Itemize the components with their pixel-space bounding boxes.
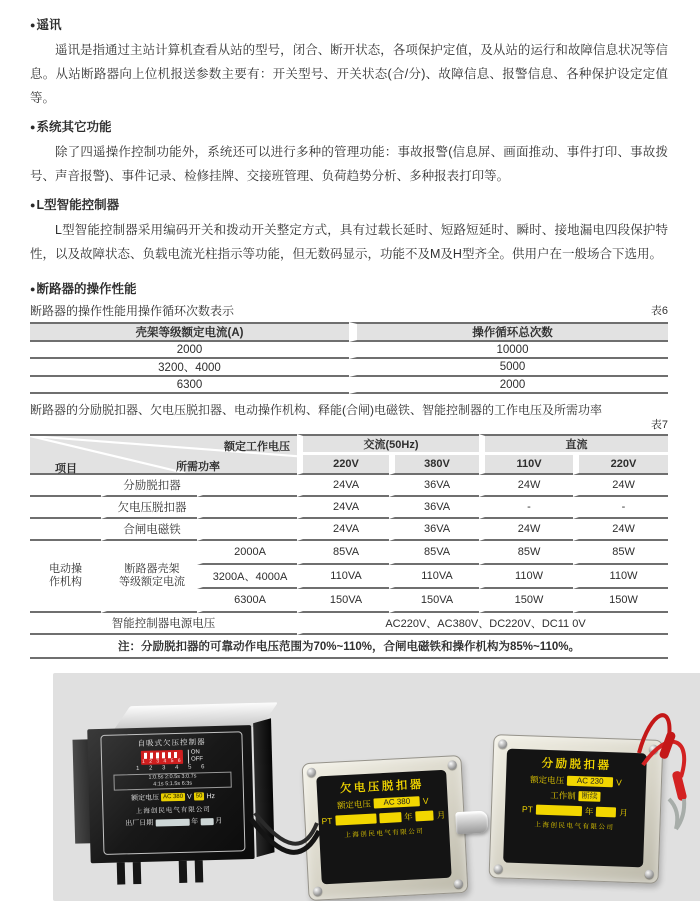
rated-voltage-label: 额定电压 bbox=[529, 774, 565, 786]
t6-cell: 6300 bbox=[30, 377, 349, 394]
table7-label: 表7 bbox=[650, 419, 668, 431]
corner-label-voltage: 额定工作电压 bbox=[224, 441, 290, 453]
section-heading-ltype bbox=[30, 196, 668, 214]
duty-label: 工作制 bbox=[550, 790, 576, 801]
t6-header-cell: 操作循环总次数 bbox=[349, 322, 668, 342]
blank-field bbox=[155, 818, 189, 826]
t6-cell: 2000 bbox=[30, 342, 349, 359]
device-label bbox=[316, 770, 451, 885]
device-label bbox=[100, 731, 245, 855]
company-name: 上海创民电气有限公司 bbox=[135, 806, 211, 816]
section-title: 断路器的操作性能 bbox=[36, 282, 137, 296]
t7-value-cell: 24W bbox=[573, 475, 668, 497]
t7-rating-cell: 3200A、4000A bbox=[197, 565, 297, 589]
screw-icon bbox=[649, 745, 658, 754]
t6-header-cell: 壳架等级额定电流(A) bbox=[30, 322, 349, 342]
t7-controller-label: 智能控制器电源电压 bbox=[30, 613, 297, 635]
motor-frame-line: 等级额定电流 bbox=[119, 576, 185, 588]
volt-unit: V bbox=[186, 793, 192, 801]
blank-field bbox=[335, 813, 377, 825]
on-off-legend bbox=[188, 749, 203, 763]
t7-rating-cell: 2000A bbox=[197, 541, 297, 565]
motor-item-line: 电动操 bbox=[49, 563, 82, 575]
volt-unit: V bbox=[615, 777, 622, 788]
company-name: 上海创民电气有限公司 bbox=[344, 827, 425, 840]
blank-field bbox=[415, 810, 434, 821]
device-title: 欠电压脱扣器 bbox=[339, 778, 425, 796]
settings-line: 1:0.5s 2:0.5s 3:0.7s bbox=[148, 773, 197, 781]
rated-voltage-label: 额定电压 bbox=[336, 798, 372, 811]
t7-value-cell: - bbox=[573, 497, 668, 519]
section-paragraph: L型智能控制器采用编码开关和拨动开关整定方式，具有过载长延时、短路短延时、瞬时、接地漏电四段保护特性，以及故障状态、负载电流光柱指示等功能，但无数码显示，功能不及M及H型齐全。供用户在一般场合下选用。 bbox=[30, 223, 668, 261]
t7-value-cell: 24VA bbox=[297, 519, 389, 541]
plunger-icon bbox=[455, 811, 488, 835]
undervoltage-release-device bbox=[301, 755, 468, 901]
section-heading-operation bbox=[30, 280, 668, 298]
screw-icon bbox=[307, 768, 316, 777]
bullet-icon: ● bbox=[30, 122, 36, 132]
t7-spacer-cell bbox=[30, 475, 101, 497]
table-row bbox=[30, 519, 668, 541]
t7-value-cell: - bbox=[479, 497, 573, 519]
month-label: 月 bbox=[215, 817, 223, 826]
t7-voltage-header: 110V bbox=[479, 455, 573, 475]
t7-spacer-cell bbox=[30, 497, 101, 519]
table-row bbox=[30, 541, 668, 565]
frequency-value: 50 bbox=[194, 792, 205, 800]
position-numbers: 1 2 3 4 5 6 bbox=[136, 764, 209, 773]
t7-value-cell: 85W bbox=[573, 541, 668, 565]
pt-label: PT bbox=[321, 815, 333, 827]
t6-cell: 10000 bbox=[349, 342, 668, 359]
bullet-icon: ● bbox=[30, 20, 36, 30]
year-label: 年 bbox=[584, 806, 594, 817]
t7-row-label: 合闸电磁铁 bbox=[101, 519, 197, 541]
table-row bbox=[30, 359, 668, 377]
t7-spacer-cell bbox=[197, 497, 297, 519]
t7-spacer-cell bbox=[30, 519, 101, 541]
rated-voltage-value: AC 380 bbox=[374, 796, 420, 808]
dip-numbers: 1 2 3 4 5 6 bbox=[141, 757, 183, 765]
table7-caption: 断路器的分励脱扣器、欠电压脱扣器、电动操作机构、释能(合闸)电磁铁、智能控制器的工作电压及所需功率 bbox=[30, 403, 602, 417]
t7-group-header-ac: 交流(50Hz) bbox=[297, 434, 479, 455]
t7-value-cell: 36VA bbox=[389, 475, 479, 497]
t7-diagonal-header-cell bbox=[30, 434, 297, 475]
table-row bbox=[30, 434, 668, 455]
t7-value-cell: 110VA bbox=[297, 565, 389, 589]
pt-label: PT bbox=[521, 804, 534, 815]
table-row bbox=[30, 342, 668, 359]
t7-motor-frame-cell bbox=[101, 541, 197, 613]
table-row bbox=[30, 377, 668, 394]
screw-icon bbox=[645, 869, 654, 878]
section-paragraph: 遥讯是指通过主站计算机查看从站的型号，闭合、断开状态，各项保护定值，及从站的运行和故障信息状况等信息。从站断路器向上位机报送参数主要有：开关型号、开关状态(合/分)、故障信息、报警信息、各种保护设定定值等。 bbox=[30, 43, 668, 105]
screw-icon bbox=[448, 760, 457, 769]
pt-date-row bbox=[321, 809, 445, 827]
t7-value-cell: 85W bbox=[479, 541, 573, 565]
t7-value-cell: 24W bbox=[479, 475, 573, 497]
table6-label: 表6 bbox=[650, 305, 668, 317]
table-row bbox=[30, 497, 668, 519]
pt-date-row bbox=[508, 803, 642, 820]
freq-unit: Hz bbox=[206, 792, 216, 800]
section-title: 遥讯 bbox=[36, 18, 62, 32]
on-label: ON bbox=[190, 749, 200, 756]
t7-value-cell: 36VA bbox=[389, 497, 479, 519]
section-heading-telemetry bbox=[30, 16, 668, 34]
t7-value-cell: 24VA bbox=[297, 497, 389, 519]
section-heading-system bbox=[30, 118, 668, 136]
date-label: 出厂日期 bbox=[125, 819, 154, 828]
factory-date-row bbox=[107, 815, 241, 829]
motor-item-line: 作机构 bbox=[49, 576, 82, 588]
t7-voltage-header: 220V bbox=[573, 455, 668, 475]
t7-value-cell: 150W bbox=[479, 589, 573, 613]
screw-icon bbox=[494, 864, 503, 873]
device-label bbox=[503, 749, 647, 868]
pin-icon bbox=[195, 860, 204, 882]
t7-spacer-cell bbox=[197, 519, 297, 541]
table6-caption: 断路器的操作性能用操作循环次数表示 bbox=[30, 304, 235, 318]
t7-value-cell: 150VA bbox=[389, 589, 479, 613]
t7-motor-item-cell bbox=[30, 541, 101, 613]
shunt-release-device bbox=[489, 734, 664, 884]
table-row bbox=[30, 635, 668, 659]
t7-value-cell: 85VA bbox=[389, 541, 479, 565]
t7-value-cell: 24VA bbox=[297, 475, 389, 497]
section-paragraph: 除了四遥操作控制功能外，系统还可以进行多种的管理功能：事故报警(信息屏、画面推动、事件打印、事故拨号、声音报警)、事件记录、检修挂牌、交接班管理、负荷趋势分析、多种报表打印等。 bbox=[30, 145, 668, 183]
section-title: 系统其它功能 bbox=[36, 120, 112, 134]
t7-row-label: 分励脱扣器 bbox=[101, 475, 197, 497]
screw-icon bbox=[498, 739, 507, 748]
t6-cell: 2000 bbox=[349, 377, 668, 394]
table6-caption-row bbox=[30, 302, 668, 320]
table-row bbox=[30, 475, 668, 497]
operation-cycles-table bbox=[30, 322, 668, 394]
t7-value-cell: 110W bbox=[479, 565, 573, 589]
dip-switch-icon bbox=[141, 750, 183, 765]
t7-value-cell: 110W bbox=[573, 565, 668, 589]
off-label: OFF bbox=[190, 756, 204, 763]
device-title: 自吸式欠压控制器 bbox=[137, 737, 206, 749]
corner-label-power: 所需功率 bbox=[176, 461, 220, 473]
fork-terminal-icon bbox=[669, 799, 684, 829]
t6-cell: 5000 bbox=[349, 359, 668, 377]
year-label: 年 bbox=[403, 811, 413, 822]
screw-icon bbox=[454, 879, 463, 888]
pin-icon bbox=[179, 861, 188, 883]
year-label: 年 bbox=[191, 818, 199, 826]
blank-field bbox=[200, 818, 213, 825]
bullet-icon: ● bbox=[30, 284, 36, 294]
t7-value-cell: 24W bbox=[573, 519, 668, 541]
device-title: 分励脱扣器 bbox=[541, 757, 612, 773]
blank-field bbox=[536, 805, 582, 817]
pin-icon bbox=[117, 862, 126, 884]
alligator-clip-icon bbox=[671, 770, 687, 801]
t7-rating-cell: 6300A bbox=[197, 589, 297, 613]
t7-value-cell: 150VA bbox=[297, 589, 389, 613]
company-name: 上海创民电气有限公司 bbox=[534, 821, 615, 832]
table-row bbox=[30, 322, 668, 342]
screw-icon bbox=[313, 886, 322, 895]
t7-voltage-header: 220V bbox=[297, 455, 389, 475]
t7-row-label: 欠电压脱扣器 bbox=[101, 497, 197, 519]
month-label: 月 bbox=[436, 809, 446, 821]
rated-voltage-value: AC 380 bbox=[161, 793, 185, 802]
rated-voltage-row bbox=[509, 773, 643, 790]
product-photo-panel bbox=[53, 673, 700, 901]
settings-line: 4:1s 5:1.5s 6:3s bbox=[153, 780, 193, 788]
rated-voltage-label: 额定电压 bbox=[130, 794, 160, 803]
device-side-face bbox=[253, 718, 274, 857]
undervoltage-controller-device bbox=[87, 701, 268, 892]
motor-frame-line: 断路器壳架 bbox=[124, 563, 180, 575]
t6-cell: 3200、4000 bbox=[30, 359, 349, 377]
section-title: L型智能控制器 bbox=[36, 198, 120, 212]
t7-value-cell: 150W bbox=[573, 589, 668, 613]
delay-settings-table bbox=[114, 772, 232, 791]
rated-voltage-row bbox=[106, 790, 240, 804]
blank-field bbox=[379, 812, 401, 823]
bullet-icon: ● bbox=[30, 200, 36, 210]
t7-value-cell: 36VA bbox=[389, 519, 479, 541]
volt-unit: V bbox=[422, 795, 429, 806]
table-row bbox=[30, 613, 668, 635]
corner-label-item: 项目 bbox=[55, 463, 77, 475]
blank-field bbox=[596, 807, 616, 818]
device-front-face bbox=[87, 725, 254, 863]
duty-value: 断续 bbox=[579, 791, 601, 802]
month-label: 月 bbox=[619, 807, 629, 818]
t7-voltage-header: 380V bbox=[389, 455, 479, 475]
duty-row bbox=[508, 788, 642, 805]
t7-controller-value: AC220V、AC380V、DC220V、DC11 0V bbox=[297, 613, 668, 635]
t7-value-cell: 24W bbox=[479, 519, 573, 541]
t7-note: 注：分励脱扣器的可靠动作电压范围为70%~110%，合闸电磁铁和操作机构为85%~110%。 bbox=[30, 635, 668, 659]
t7-value-cell: 110VA bbox=[389, 565, 479, 589]
power-requirements-table bbox=[30, 434, 668, 659]
rated-voltage-value: AC 230 bbox=[567, 776, 613, 788]
t7-value-cell: 85VA bbox=[297, 541, 389, 565]
t7-spacer-cell bbox=[197, 475, 297, 497]
t7-group-header-dc: 直流 bbox=[479, 434, 668, 455]
